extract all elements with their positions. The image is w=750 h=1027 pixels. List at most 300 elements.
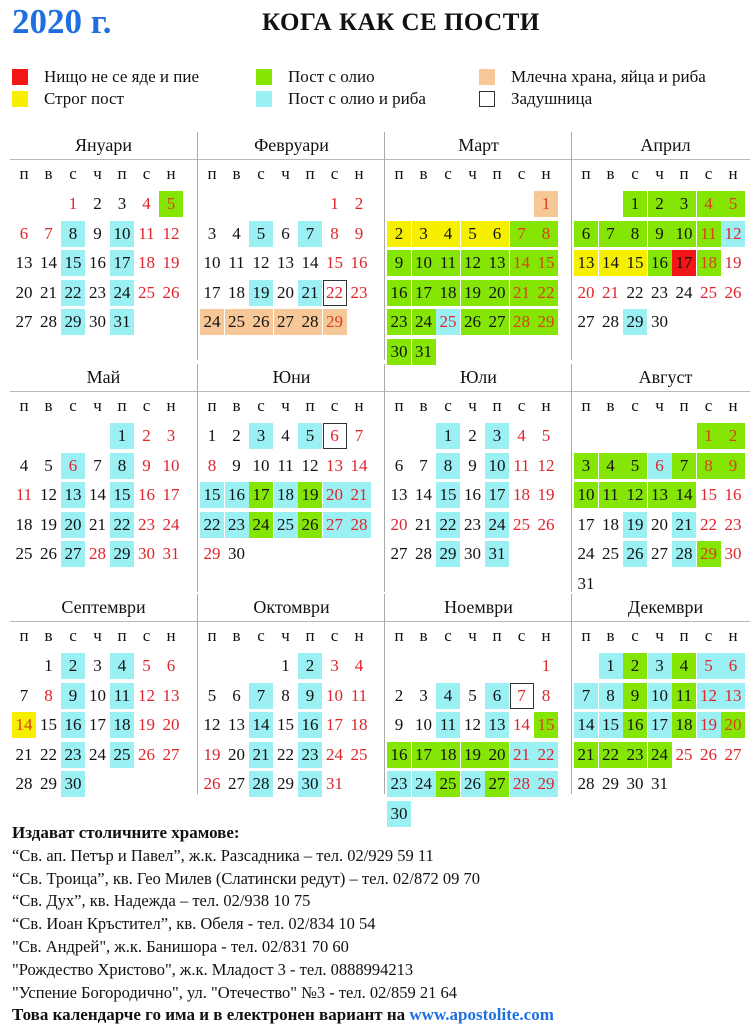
day-cell[interactable]: 22 — [436, 512, 460, 538]
day-cell[interactable]: 9 — [93, 223, 102, 243]
day-cell[interactable]: 6 — [323, 423, 347, 449]
day-cell[interactable]: 26 — [700, 744, 717, 764]
day-cell[interactable]: 8 — [436, 453, 460, 479]
day-cell[interactable]: 29 — [203, 544, 221, 563]
day-cell[interactable]: 4 — [672, 653, 696, 679]
day-cell[interactable]: 30 — [89, 312, 106, 331]
day-cell[interactable]: 14 — [301, 253, 319, 272]
day-cell[interactable]: 23 — [387, 771, 411, 797]
day-cell[interactable]: 23 — [623, 742, 647, 768]
day-cell[interactable]: 11 — [672, 683, 696, 709]
day-cell[interactable]: 24 — [412, 309, 436, 335]
day-cell[interactable]: 15 — [599, 712, 623, 738]
day-cell[interactable]: 13 — [485, 250, 509, 276]
day-cell[interactable]: 26 — [138, 744, 155, 764]
day-cell[interactable]: 21 — [347, 482, 371, 508]
day-cell[interactable]: 1 — [330, 194, 339, 213]
day-cell[interactable]: 27 — [390, 544, 408, 563]
day-cell[interactable]: 29 — [277, 774, 294, 793]
day-cell[interactable]: 16 — [648, 250, 672, 276]
day-cell[interactable]: 8 — [330, 223, 339, 243]
day-cell[interactable]: 4 — [232, 223, 241, 243]
day-cell[interactable]: 18 — [228, 282, 245, 302]
day-cell[interactable]: 5 — [249, 221, 273, 247]
day-cell[interactable]: 25 — [15, 544, 33, 563]
day-cell[interactable]: 21 — [602, 282, 619, 302]
day-cell[interactable]: 4 — [436, 683, 460, 709]
day-cell[interactable]: 5 — [207, 685, 217, 705]
day-cell[interactable]: 7 — [19, 685, 29, 705]
day-cell[interactable]: 29 — [697, 541, 721, 567]
day-cell[interactable]: 30 — [651, 312, 668, 331]
day-cell[interactable]: 4 — [142, 194, 151, 213]
day-cell[interactable]: 8 — [534, 221, 558, 247]
day-cell[interactable]: 10 — [89, 685, 106, 705]
day-cell[interactable]: 12 — [203, 715, 221, 734]
day-cell[interactable]: 21 — [510, 280, 534, 306]
day-cell[interactable]: 20 — [651, 514, 668, 534]
day-cell[interactable]: 13 — [721, 683, 745, 709]
day-cell[interactable]: 22 — [40, 744, 57, 764]
day-cell[interactable]: 8 — [207, 455, 217, 475]
day-cell[interactable]: 13 — [485, 712, 509, 738]
day-cell[interactable]: 5 — [461, 221, 485, 247]
day-cell[interactable]: 10 — [415, 715, 432, 734]
day-cell[interactable]: 9 — [298, 683, 322, 709]
day-cell[interactable]: 21 — [672, 512, 696, 538]
day-cell[interactable]: 3 — [117, 194, 127, 213]
day-cell[interactable]: 17 — [89, 715, 106, 734]
day-cell[interactable]: 7 — [599, 221, 623, 247]
day-cell[interactable]: 2 — [394, 685, 404, 705]
day-cell[interactable]: 9 — [623, 683, 647, 709]
day-cell[interactable]: 27 — [485, 309, 509, 335]
day-cell[interactable]: 25 — [513, 514, 530, 534]
day-cell[interactable]: 25 — [110, 742, 134, 768]
day-cell[interactable]: 8 — [281, 685, 290, 705]
day-cell[interactable]: 2 — [354, 194, 364, 213]
day-cell[interactable]: 28 — [15, 774, 33, 793]
day-cell[interactable]: 1 — [436, 423, 460, 449]
day-cell[interactable]: 15 — [326, 253, 343, 272]
day-cell[interactable]: 10 — [574, 482, 598, 508]
day-cell[interactable]: 3 — [672, 191, 696, 217]
day-cell[interactable]: 7 — [93, 455, 102, 475]
day-cell[interactable]: 30 — [228, 544, 245, 563]
day-cell[interactable]: 1 — [697, 423, 721, 449]
day-cell[interactable]: 27 — [15, 312, 33, 331]
day-cell[interactable]: 2 — [93, 194, 102, 213]
day-cell[interactable]: 11 — [228, 253, 245, 272]
day-cell[interactable]: 3 — [166, 426, 176, 445]
day-cell[interactable]: 23 — [61, 742, 85, 768]
day-cell[interactable]: 27 — [651, 544, 668, 563]
day-cell[interactable]: 31 — [651, 774, 668, 793]
day-cell[interactable]: 7 — [419, 455, 428, 475]
day-cell[interactable]: 14 — [12, 712, 36, 738]
day-cell[interactable]: 8 — [44, 685, 53, 705]
day-cell[interactable]: 6 — [485, 221, 509, 247]
day-cell[interactable]: 7 — [298, 221, 322, 247]
day-cell[interactable]: 29 — [61, 309, 85, 335]
day-cell[interactable]: 24 — [326, 744, 343, 764]
day-cell[interactable]: 28 — [577, 774, 595, 793]
day-cell[interactable]: 4 — [281, 426, 290, 445]
day-cell[interactable]: 22 — [323, 280, 347, 306]
day-cell[interactable]: 15 — [200, 482, 224, 508]
day-cell[interactable]: 15 — [110, 482, 134, 508]
day-cell[interactable]: 6 — [648, 453, 672, 479]
day-cell[interactable]: 22 — [61, 280, 85, 306]
day-cell[interactable]: 14 — [89, 485, 106, 504]
day-cell[interactable]: 21 — [40, 282, 57, 302]
day-cell[interactable]: 31 — [577, 573, 595, 593]
day-cell[interactable]: 16 — [225, 482, 249, 508]
day-cell[interactable]: 14 — [510, 250, 534, 276]
day-cell[interactable]: 1 — [623, 191, 647, 217]
day-cell[interactable]: 19 — [162, 253, 180, 272]
day-cell[interactable]: 14 — [574, 712, 598, 738]
day-cell[interactable]: 4 — [110, 653, 134, 679]
day-cell[interactable]: 28 — [602, 312, 619, 331]
day-cell[interactable]: 15 — [277, 715, 294, 734]
day-cell[interactable]: 17 — [110, 250, 134, 276]
day-cell[interactable]: 24 — [110, 280, 134, 306]
day-cell[interactable]: 25 — [436, 309, 460, 335]
day-cell[interactable]: 19 — [623, 512, 647, 538]
day-cell[interactable]: 23 — [138, 514, 155, 534]
day-cell[interactable]: 26 — [623, 541, 647, 567]
day-cell[interactable]: 12 — [623, 482, 647, 508]
day-cell[interactable]: 17 — [577, 514, 595, 534]
day-cell[interactable]: 6 — [394, 455, 404, 475]
day-cell[interactable]: 10 — [648, 683, 672, 709]
day-cell[interactable]: 2 — [142, 426, 151, 445]
day-cell[interactable]: 27 — [162, 744, 180, 764]
day-cell[interactable]: 6 — [281, 223, 290, 243]
day-cell[interactable]: 20 — [15, 282, 33, 302]
day-cell[interactable]: 30 — [464, 544, 481, 563]
day-cell[interactable]: 28 — [298, 309, 322, 335]
day-cell[interactable]: 28 — [40, 312, 57, 331]
day-cell[interactable]: 18 — [436, 280, 460, 306]
day-cell[interactable]: 16 — [623, 712, 647, 738]
day-cell[interactable]: 16 — [350, 253, 368, 272]
day-cell[interactable]: 18 — [513, 485, 530, 504]
day-cell[interactable]: 2 — [623, 653, 647, 679]
day-cell[interactable]: 9 — [648, 221, 672, 247]
day-cell[interactable]: 25 — [700, 282, 717, 302]
day-cell[interactable]: 26 — [461, 309, 485, 335]
day-cell[interactable]: 16 — [464, 485, 481, 504]
day-cell[interactable]: 9 — [394, 715, 404, 734]
day-cell[interactable]: 16 — [298, 712, 322, 738]
day-cell[interactable]: 10 — [412, 250, 436, 276]
day-cell[interactable]: 26 — [298, 512, 322, 538]
day-cell[interactable]: 16 — [724, 485, 742, 504]
day-cell[interactable]: 19 — [138, 715, 155, 734]
day-cell[interactable]: 26 — [203, 774, 221, 793]
day-cell[interactable]: 9 — [387, 250, 411, 276]
day-cell[interactable]: 22 — [626, 282, 644, 302]
day-cell[interactable]: 11 — [138, 223, 155, 243]
day-cell[interactable]: 9 — [468, 455, 477, 475]
day-cell[interactable]: 7 — [510, 683, 534, 709]
day-cell[interactable]: 25 — [675, 744, 693, 764]
day-cell[interactable]: 10 — [110, 221, 134, 247]
day-cell[interactable]: 22 — [534, 742, 558, 768]
day-cell[interactable]: 19 — [461, 742, 485, 768]
day-cell[interactable]: 3 — [412, 221, 436, 247]
day-cell[interactable]: 5 — [44, 455, 53, 475]
day-cell[interactable]: 1 — [541, 656, 551, 675]
day-cell[interactable]: 17 — [326, 715, 343, 734]
day-cell[interactable]: 12 — [464, 715, 481, 734]
day-cell[interactable]: 26 — [40, 544, 57, 563]
day-cell[interactable]: 21 — [574, 742, 598, 768]
day-cell[interactable]: 20 — [485, 742, 509, 768]
day-cell[interactable]: 22 — [700, 514, 717, 534]
day-cell[interactable]: 6 — [166, 656, 176, 675]
day-cell[interactable]: 17 — [162, 485, 180, 504]
day-cell[interactable]: 23 — [651, 282, 668, 302]
day-cell[interactable]: 26 — [537, 514, 555, 534]
day-cell[interactable]: 18 — [350, 715, 368, 734]
day-cell[interactable]: 3 — [330, 656, 339, 675]
day-cell[interactable]: 22 — [277, 744, 294, 764]
day-cell[interactable]: 20 — [228, 744, 245, 764]
day-cell[interactable]: 19 — [40, 514, 57, 534]
day-cell[interactable]: 15 — [700, 485, 717, 504]
day-cell[interactable]: 21 — [249, 742, 273, 768]
day-cell[interactable]: 8 — [61, 221, 85, 247]
day-cell[interactable]: 6 — [574, 221, 598, 247]
day-cell[interactable]: 19 — [697, 712, 721, 738]
day-cell[interactable]: 20 — [61, 512, 85, 538]
day-cell[interactable]: 18 — [436, 742, 460, 768]
day-cell[interactable]: 23 — [387, 309, 411, 335]
day-cell[interactable]: 3 — [574, 453, 598, 479]
website-link[interactable]: www.apostolite.com — [409, 1005, 554, 1025]
day-cell[interactable]: 14 — [415, 485, 432, 504]
day-cell[interactable]: 25 — [436, 771, 460, 797]
day-cell[interactable]: 5 — [298, 423, 322, 449]
day-cell[interactable]: 16 — [89, 253, 106, 272]
day-cell[interactable]: 25 — [350, 744, 368, 764]
day-cell[interactable]: 28 — [510, 771, 534, 797]
day-cell[interactable]: 5 — [142, 656, 151, 675]
day-cell[interactable]: 5 — [623, 453, 647, 479]
day-cell[interactable]: 18 — [274, 482, 298, 508]
day-cell[interactable]: 14 — [672, 482, 696, 508]
day-cell[interactable]: 10 — [203, 253, 221, 272]
day-cell[interactable]: 13 — [61, 482, 85, 508]
day-cell[interactable]: 3 — [93, 656, 102, 675]
day-cell[interactable]: 14 — [599, 250, 623, 276]
day-cell[interactable]: 10 — [672, 221, 696, 247]
day-cell[interactable]: 16 — [61, 712, 85, 738]
day-cell[interactable]: 20 — [162, 715, 180, 734]
day-cell[interactable]: 2 — [61, 653, 85, 679]
day-cell[interactable]: 18 — [697, 250, 721, 276]
day-cell[interactable]: 31 — [412, 339, 436, 365]
day-cell[interactable]: 15 — [534, 712, 558, 738]
day-cell[interactable]: 9 — [354, 223, 364, 243]
day-cell[interactable]: 12 — [301, 455, 319, 475]
day-cell[interactable]: 31 — [162, 544, 180, 563]
day-cell[interactable]: 11 — [513, 455, 530, 475]
day-cell[interactable]: 22 — [599, 742, 623, 768]
day-cell[interactable]: 17 — [485, 482, 509, 508]
day-cell[interactable]: 20 — [323, 482, 347, 508]
day-cell[interactable]: 4 — [436, 221, 460, 247]
day-cell[interactable]: 27 — [724, 744, 742, 764]
day-cell[interactable]: 7 — [354, 426, 364, 445]
day-cell[interactable]: 28 — [415, 544, 432, 563]
day-cell[interactable]: 22 — [110, 512, 134, 538]
day-cell[interactable]: 30 — [387, 339, 411, 365]
day-cell[interactable]: 14 — [249, 712, 273, 738]
day-cell[interactable]: 16 — [387, 280, 411, 306]
day-cell[interactable]: 24 — [675, 282, 693, 302]
day-cell[interactable]: 11 — [110, 683, 134, 709]
day-cell[interactable]: 3 — [485, 423, 509, 449]
day-cell[interactable]: 18 — [138, 253, 155, 272]
day-cell[interactable]: 9 — [721, 453, 745, 479]
day-cell[interactable]: 21 — [415, 514, 432, 534]
day-cell[interactable]: 5 — [697, 653, 721, 679]
day-cell[interactable]: 17 — [249, 482, 273, 508]
day-cell[interactable]: 6 — [485, 683, 509, 709]
day-cell[interactable]: 9 — [232, 455, 241, 475]
day-cell[interactable]: 3 — [419, 685, 428, 705]
day-cell[interactable]: 19 — [249, 280, 273, 306]
day-cell[interactable]: 6 — [232, 685, 241, 705]
day-cell[interactable]: 22 — [200, 512, 224, 538]
day-cell[interactable]: 6 — [61, 453, 85, 479]
day-cell[interactable]: 1 — [44, 656, 53, 675]
day-cell[interactable]: 19 — [537, 485, 555, 504]
day-cell[interactable]: 15 — [534, 250, 558, 276]
day-cell[interactable]: 21 — [298, 280, 322, 306]
day-cell[interactable]: 23 — [724, 514, 742, 534]
day-cell[interactable]: 7 — [672, 453, 696, 479]
day-cell[interactable]: 27 — [61, 541, 85, 567]
day-cell[interactable]: 19 — [298, 482, 322, 508]
day-cell[interactable]: 24 — [200, 309, 224, 335]
day-cell[interactable]: 24 — [412, 771, 436, 797]
day-cell[interactable]: 12 — [40, 485, 57, 504]
day-cell[interactable]: 11 — [15, 485, 33, 504]
day-cell[interactable]: 29 — [323, 309, 347, 335]
day-cell[interactable]: 13 — [648, 482, 672, 508]
day-cell[interactable]: 15 — [40, 715, 57, 734]
day-cell[interactable]: 10 — [162, 455, 180, 475]
day-cell[interactable]: 24 — [577, 544, 595, 563]
day-cell[interactable]: 12 — [697, 683, 721, 709]
day-cell[interactable]: 17 — [672, 250, 696, 276]
day-cell[interactable]: 18 — [602, 514, 619, 534]
day-cell[interactable]: 13 — [162, 685, 180, 705]
day-cell[interactable]: 11 — [436, 250, 460, 276]
day-cell[interactable]: 21 — [89, 514, 106, 534]
day-cell[interactable]: 12 — [461, 250, 485, 276]
day-cell[interactable]: 18 — [110, 712, 134, 738]
day-cell[interactable]: 12 — [252, 253, 270, 272]
day-cell[interactable]: 13 — [326, 455, 343, 475]
day-cell[interactable]: 15 — [61, 250, 85, 276]
day-cell[interactable]: 23 — [89, 282, 106, 302]
day-cell[interactable]: 28 — [249, 771, 273, 797]
day-cell[interactable]: 7 — [574, 683, 598, 709]
day-cell[interactable]: 8 — [541, 685, 551, 705]
day-cell[interactable]: 6 — [721, 653, 745, 679]
day-cell[interactable]: 7 — [44, 223, 53, 243]
day-cell[interactable]: 25 — [225, 309, 249, 335]
day-cell[interactable]: 2 — [648, 191, 672, 217]
day-cell[interactable]: 9 — [61, 683, 85, 709]
day-cell[interactable]: 28 — [89, 544, 106, 563]
day-cell[interactable]: 3 — [249, 423, 273, 449]
day-cell[interactable]: 7 — [510, 221, 534, 247]
day-cell[interactable]: 4 — [517, 426, 526, 445]
day-cell[interactable]: 3 — [207, 223, 217, 243]
day-cell[interactable]: 17 — [648, 712, 672, 738]
day-cell[interactable]: 20 — [577, 282, 595, 302]
day-cell[interactable]: 28 — [672, 541, 696, 567]
day-cell[interactable]: 14 — [40, 253, 57, 272]
day-cell[interactable]: 29 — [110, 541, 134, 567]
day-cell[interactable]: 10 — [252, 455, 270, 475]
day-cell[interactable]: 26 — [724, 282, 742, 302]
day-cell[interactable]: 30 — [724, 544, 742, 563]
day-cell[interactable]: 12 — [721, 221, 745, 247]
day-cell[interactable]: 2 — [721, 423, 745, 449]
day-cell[interactable]: 13 — [15, 253, 33, 272]
day-cell[interactable]: 13 — [228, 715, 245, 734]
day-cell[interactable]: 30 — [298, 771, 322, 797]
day-cell[interactable]: 24 — [648, 742, 672, 768]
day-cell[interactable]: 31 — [326, 774, 343, 793]
day-cell[interactable]: 25 — [138, 282, 155, 302]
day-cell[interactable]: 13 — [390, 485, 408, 504]
day-cell[interactable]: 13 — [277, 253, 294, 272]
day-cell[interactable]: 20 — [485, 280, 509, 306]
day-cell[interactable]: 12 — [162, 223, 180, 243]
day-cell[interactable]: 30 — [138, 544, 155, 563]
day-cell[interactable]: 30 — [387, 801, 411, 827]
day-cell[interactable]: 10 — [485, 453, 509, 479]
day-cell[interactable]: 3 — [648, 653, 672, 679]
day-cell[interactable]: 5 — [721, 191, 745, 217]
day-cell[interactable]: 23 — [464, 514, 481, 534]
day-cell[interactable]: 17 — [412, 742, 436, 768]
day-cell[interactable]: 19 — [724, 253, 742, 272]
day-cell[interactable]: 24 — [89, 744, 106, 764]
day-cell[interactable]: 8 — [599, 683, 623, 709]
day-cell[interactable]: 11 — [436, 712, 460, 738]
day-cell[interactable]: 2 — [468, 426, 477, 445]
day-cell[interactable]: 31 — [485, 541, 509, 567]
day-cell[interactable]: 27 — [274, 309, 298, 335]
day-cell[interactable]: 1 — [534, 191, 558, 217]
day-cell[interactable]: 1 — [110, 423, 134, 449]
day-cell[interactable]: 22 — [534, 280, 558, 306]
day-cell[interactable]: 19 — [203, 744, 221, 764]
day-cell[interactable]: 5 — [159, 191, 183, 217]
day-cell[interactable]: 6 — [19, 223, 29, 243]
day-cell[interactable]: 5 — [541, 426, 551, 445]
